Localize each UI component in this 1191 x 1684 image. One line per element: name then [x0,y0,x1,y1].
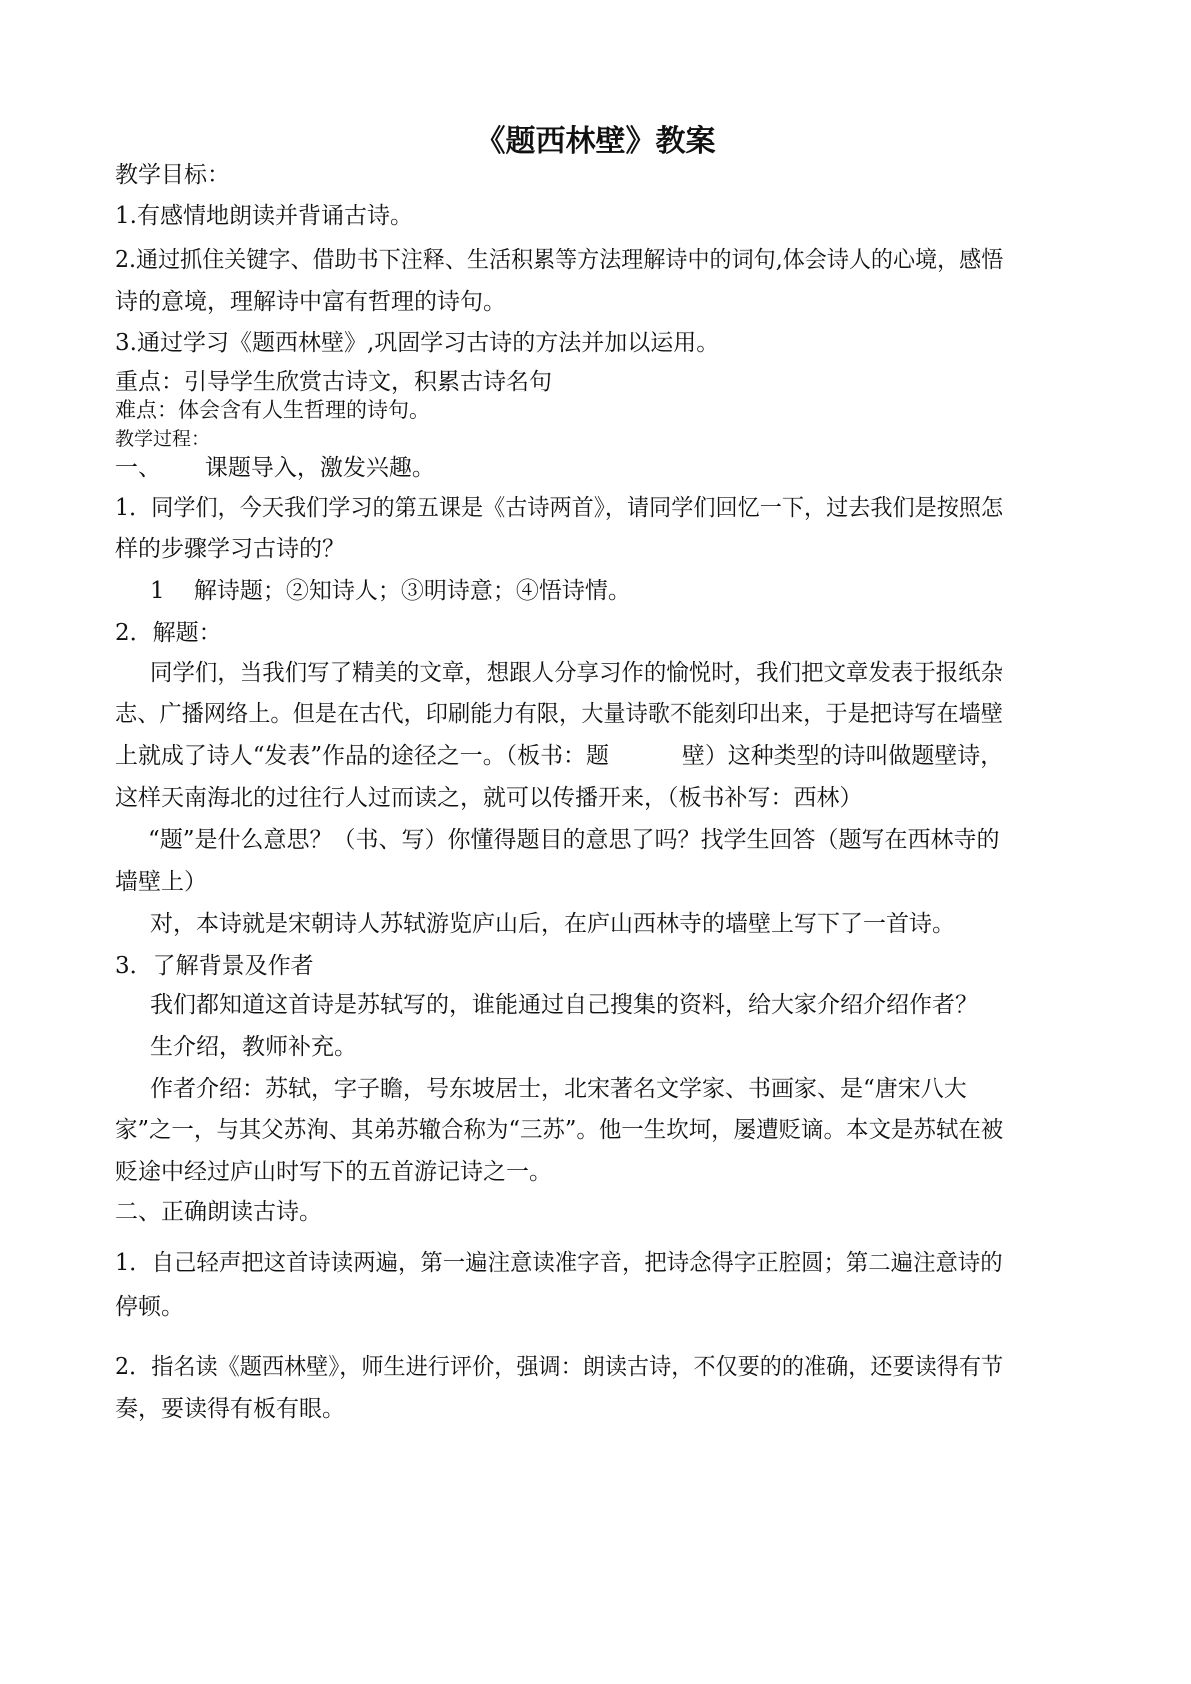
paragraph-line: 我们都知道这首诗是苏轼写的，谁能通过自己搜集的资料，给大家介绍介绍作者？ [150,992,978,1018]
paragraph-line: 2．指名读《题西林壁》，师生进行评价，强调：朗读古诗，不仅要的的准确，还要读得有节 [115,1354,1004,1380]
objective-2-continued: 诗的意境，理解诗中富有哲理的诗句。 [115,289,506,315]
paragraph-line: 对，本诗就是宋朝诗人苏轼游览庐山后，在庐山西林寺的墙壁上写下了一首诗。 [150,911,955,937]
paragraph-line: 家”之一，与其父苏洵、其弟苏辙合称为“三苏”。他一生坎坷，屡遭贬谪。本文是苏轼在被 [115,1117,1004,1143]
paragraph-line: 生介绍，教师补充。 [150,1034,357,1060]
key-point: 重点：引导学生欣赏古诗文，积累古诗名句 [115,369,552,395]
paragraph-line: 停顿。 [115,1294,184,1320]
paragraph-line: 作者介绍：苏轼，字子瞻，号东坡居士，北宋著名文学家、书画家、是“唐宋八大 [150,1076,967,1102]
paragraph-line: 样的步骤学习古诗的？ [115,536,345,562]
objective-2: 2.通过抓住关键字、借助书下注释、生活积累等方法理解诗中的词句,体会诗人的心境，感悟 [115,247,1004,273]
paragraph-line: 志、广播网络上。但是在古代，印刷能力有限，大量诗歌不能刻印出来，于是把诗写在墙壁 [115,701,1003,727]
paragraph-line: 这样天南海北的过往行人过而读之，就可以传播开来，（板书补写：西林） [115,785,863,811]
document-title: 《题西林壁》教案 [475,124,716,159]
part-2-heading: 二、正确朗读古诗。 [115,1199,322,1225]
objective-1: 1.有感情地朗读并背诵古诗。 [115,203,413,229]
paragraph-line: 奏，要读得有板有眼。 [115,1396,345,1422]
section-heading-objectives: 教学目标： [115,162,230,188]
step-3-heading: 3．了解背景及作者 [115,953,314,979]
objective-3: 3.通过学习《题西林壁》,巩固学习古诗的方法并加以运用。 [115,330,720,356]
paragraph-line: 上就成了诗人“发表”作品的途径之一。（板书：题 壁）这种类型的诗叫做题壁诗， [115,743,1004,769]
paragraph-line: 1．同学们，今天我们学习的第五课是《古诗两首》，请同学们回忆一下，过去我们是按照怎 [115,495,1004,521]
step-2-heading: 2．解题： [115,620,222,646]
part-1-heading: 一、 课题导入，激发兴趣。 [115,455,435,481]
paragraph-line: 同学们，当我们写了精美的文章，想跟人分享习作的愉悦时，我们把文章发表于报纸杂 [150,660,1004,686]
paragraph-line: 贬途中经过庐山时写下的五首游记诗之一。 [115,1159,552,1185]
difficult-point: 难点：体会含有人生哲理的诗句。 [115,398,430,422]
steps-list: 1 解诗题；②知诗人；③明诗意；④悟诗情。 [150,578,631,604]
paragraph-line: 1．自己轻声把这首诗读两遍，第一遍注意读准字音，把诗念得字正腔圆；第二遍注意诗的 [115,1250,1003,1276]
paragraph-line: 墙壁上） [115,869,207,895]
paragraph-line: “题”是什么意思？（书、写）你懂得题目的意思了吗？找学生回答（题写在西林寺的 [148,827,1000,853]
section-heading-process: 教学过程： [115,428,211,450]
